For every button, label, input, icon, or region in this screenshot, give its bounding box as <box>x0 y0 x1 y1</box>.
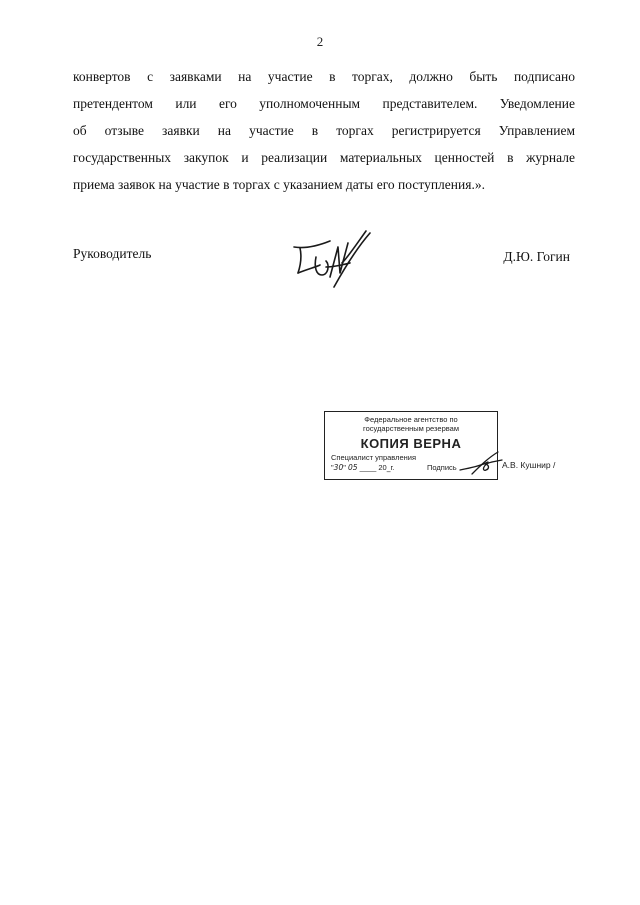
stamp-position: Специалист управления <box>331 453 417 462</box>
body-line: конвертов с заявками на участие в торгах, должно быть подписано <box>73 69 575 84</box>
body-line: претендентом или его уполномоченным представителем. Уведомление <box>73 96 575 111</box>
signatory-role: Руководитель <box>73 246 152 261</box>
stamp-title: КОПИЯ ВЕРНА <box>360 436 462 451</box>
stamp-agency: Федеральное агентство по государственным резервам <box>363 415 459 433</box>
stamp-date: "30" 05 ____ 20_г. <box>331 463 395 472</box>
body-line: приема заявок на участие в торгах с указанием даты его поступления.». <box>73 177 485 192</box>
stamp-signer-name: А.В. Кушнир / <box>502 460 556 470</box>
body-paragraph <box>73 63 575 198</box>
body-line: государственных закупок и реализации материальных ценностей в журнале <box>73 150 575 165</box>
handwritten-signature <box>286 227 372 293</box>
body-line: об отзыве заявки на участие в торгах регистрируется Управлением <box>73 123 575 138</box>
signatory-name: Д.Ю. Гогин <box>503 249 570 264</box>
page-number: 2 <box>316 34 324 49</box>
stamp-sign-label: Подпись <box>427 463 457 472</box>
